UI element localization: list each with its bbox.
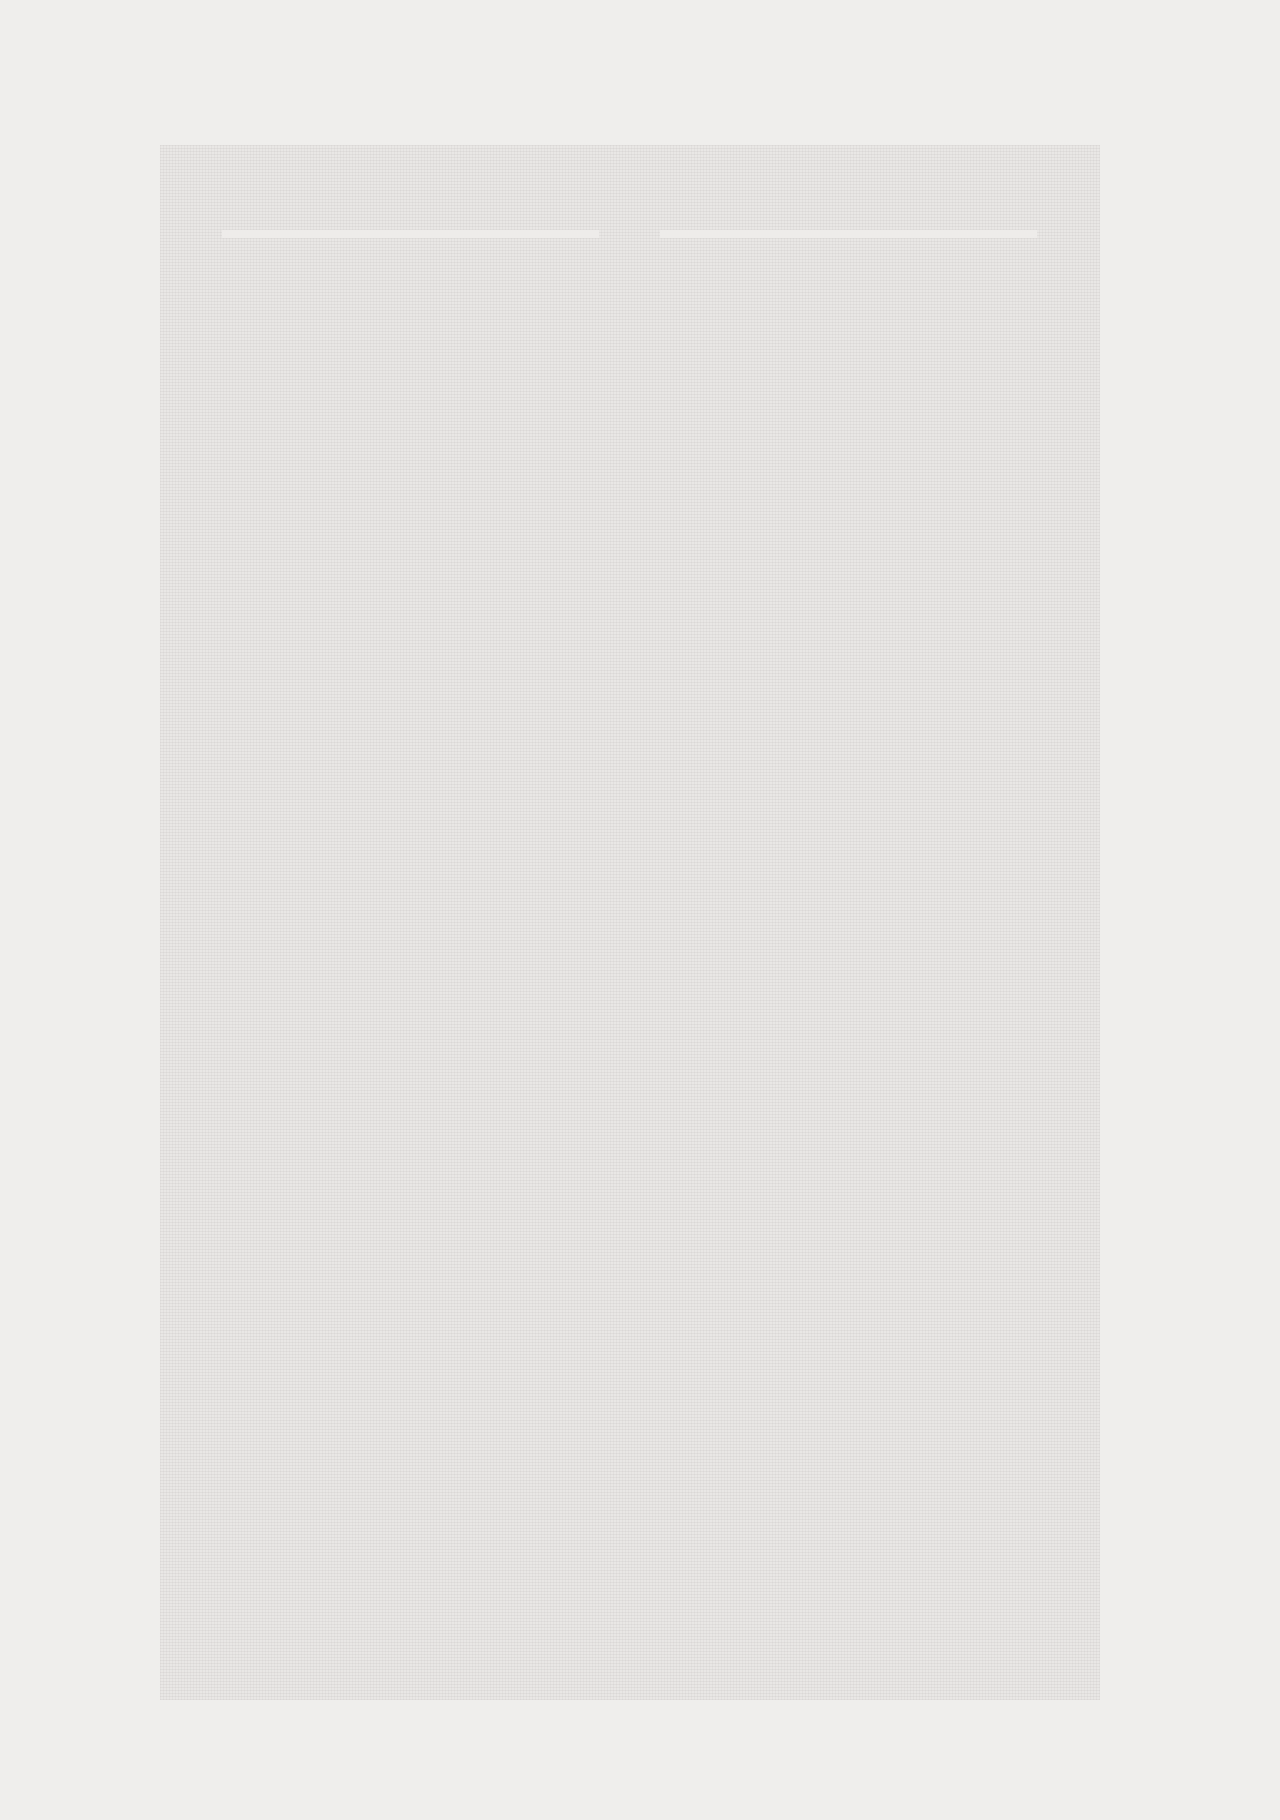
- horse-frieze-right: [1040, 205, 1100, 1635]
- horse-frieze-top: [160, 145, 1100, 225]
- horse-frieze-bottom: [160, 1620, 1100, 1700]
- horse-frieze-left: [160, 205, 220, 1635]
- horse-frieze-middle: [600, 225, 660, 1625]
- text-column-left: [222, 230, 599, 238]
- text-column-right: [660, 230, 1037, 238]
- decorative-panel: [160, 145, 1100, 1700]
